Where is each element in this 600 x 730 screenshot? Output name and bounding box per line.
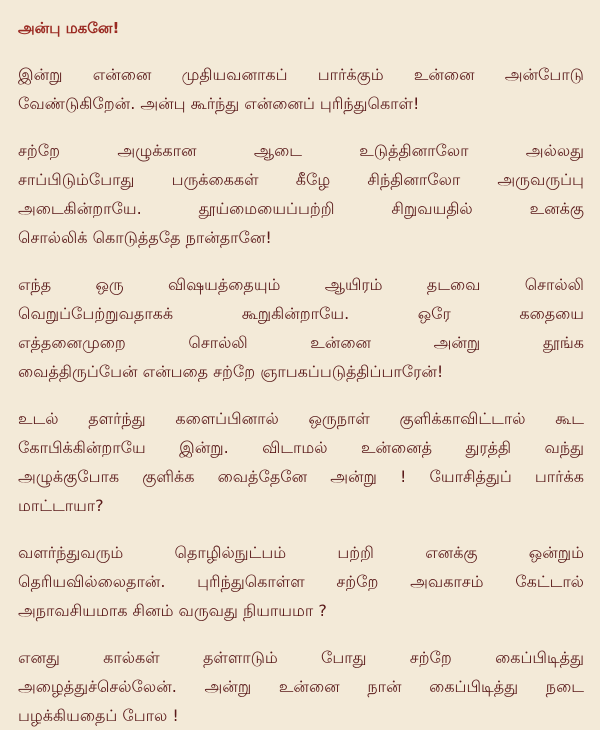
paragraph-line: பழக்கியதைப் போல !: [18, 706, 179, 725]
paragraph-line: வைத்திருப்பேன் என்பதை சற்றே ஞாபகப்படுத்திப்பாரேன்!: [18, 362, 444, 381]
paragraph-line: எந்த ஒரு விஷயத்தையும் ஆயிரம் தடவை சொல்லி: [18, 275, 584, 294]
paragraph-line: அநாவசியமாக சினம் வருவது நியாயமா ?: [18, 601, 327, 620]
paragraph-5: [18, 538, 584, 625]
paragraph-line: அழுக்குபோக குளிக்க வைத்தேனே அன்று ! யோசித்துப் பார்க்க: [18, 467, 584, 486]
paragraph-3: [18, 270, 584, 386]
paragraph-line: வேண்டுகிறேன். அன்பு கூர்ந்து என்னைப் புரிந்துகொள்!: [18, 94, 420, 113]
paragraph-line: எனது கால்கள் தள்ளாடும் போது சற்றே கைப்பிடித்து: [18, 648, 584, 667]
paragraph-2: [18, 136, 584, 252]
letter-heading: அன்பு மகனே!: [18, 19, 120, 37]
paragraph-line: கோபிக்கின்றாயே இன்று. விடாமல் உன்னைத் துரத்தி வந்து: [18, 438, 584, 457]
paragraph-line: வெறுப்பேற்றுவதாகக் கூறுகின்றாயே. ஒரே கதையை: [18, 304, 584, 323]
paragraph-line: உடல் தளர்ந்து களைப்பினால் ஒருநாள் குளிக்காவிட்டால் கூட: [18, 409, 584, 428]
paragraph-line: எத்தனைமுறை சொல்லி உன்னை அன்று தூங்க: [18, 333, 584, 352]
paragraph-1: [18, 60, 584, 118]
paragraph-line: சாப்பிடும்போது பருக்கைகள் கீழே சிந்தினாலோ அருவருப்பு: [18, 170, 584, 189]
paragraph-line: சற்றே அழுக்கான ஆடை உடுத்தினாலோ அல்லது: [18, 141, 584, 160]
paragraph-line: தெரியவில்லைதான். புரிந்துகொள்ள சற்றே அவகாசம் கேட்டால்: [18, 572, 584, 591]
paragraph-4: [18, 404, 584, 520]
paragraph-line: இன்று என்னை முதியவனாகப் பார்க்கும் உன்னை அன்போடு: [18, 65, 584, 84]
paragraph-6: [18, 643, 584, 730]
paragraph-line: சொல்லிக் கொடுத்ததே நான்தானே!: [18, 228, 272, 247]
paragraph-line: அடைகின்றாயே. தூய்மையைப்பற்றி சிறுவயதில் உனக்கு: [18, 199, 584, 218]
paragraph-line: வளர்ந்துவரும் தொழில்நுட்பம் பற்றி எனக்கு ஒன்றும்: [18, 543, 584, 562]
paragraph-line: மாட்டாயா?: [18, 496, 104, 515]
paragraph-line: அழைத்துச்செல்லேன். அன்று உன்னை நான் கைப்பிடித்து நடை: [18, 677, 584, 696]
